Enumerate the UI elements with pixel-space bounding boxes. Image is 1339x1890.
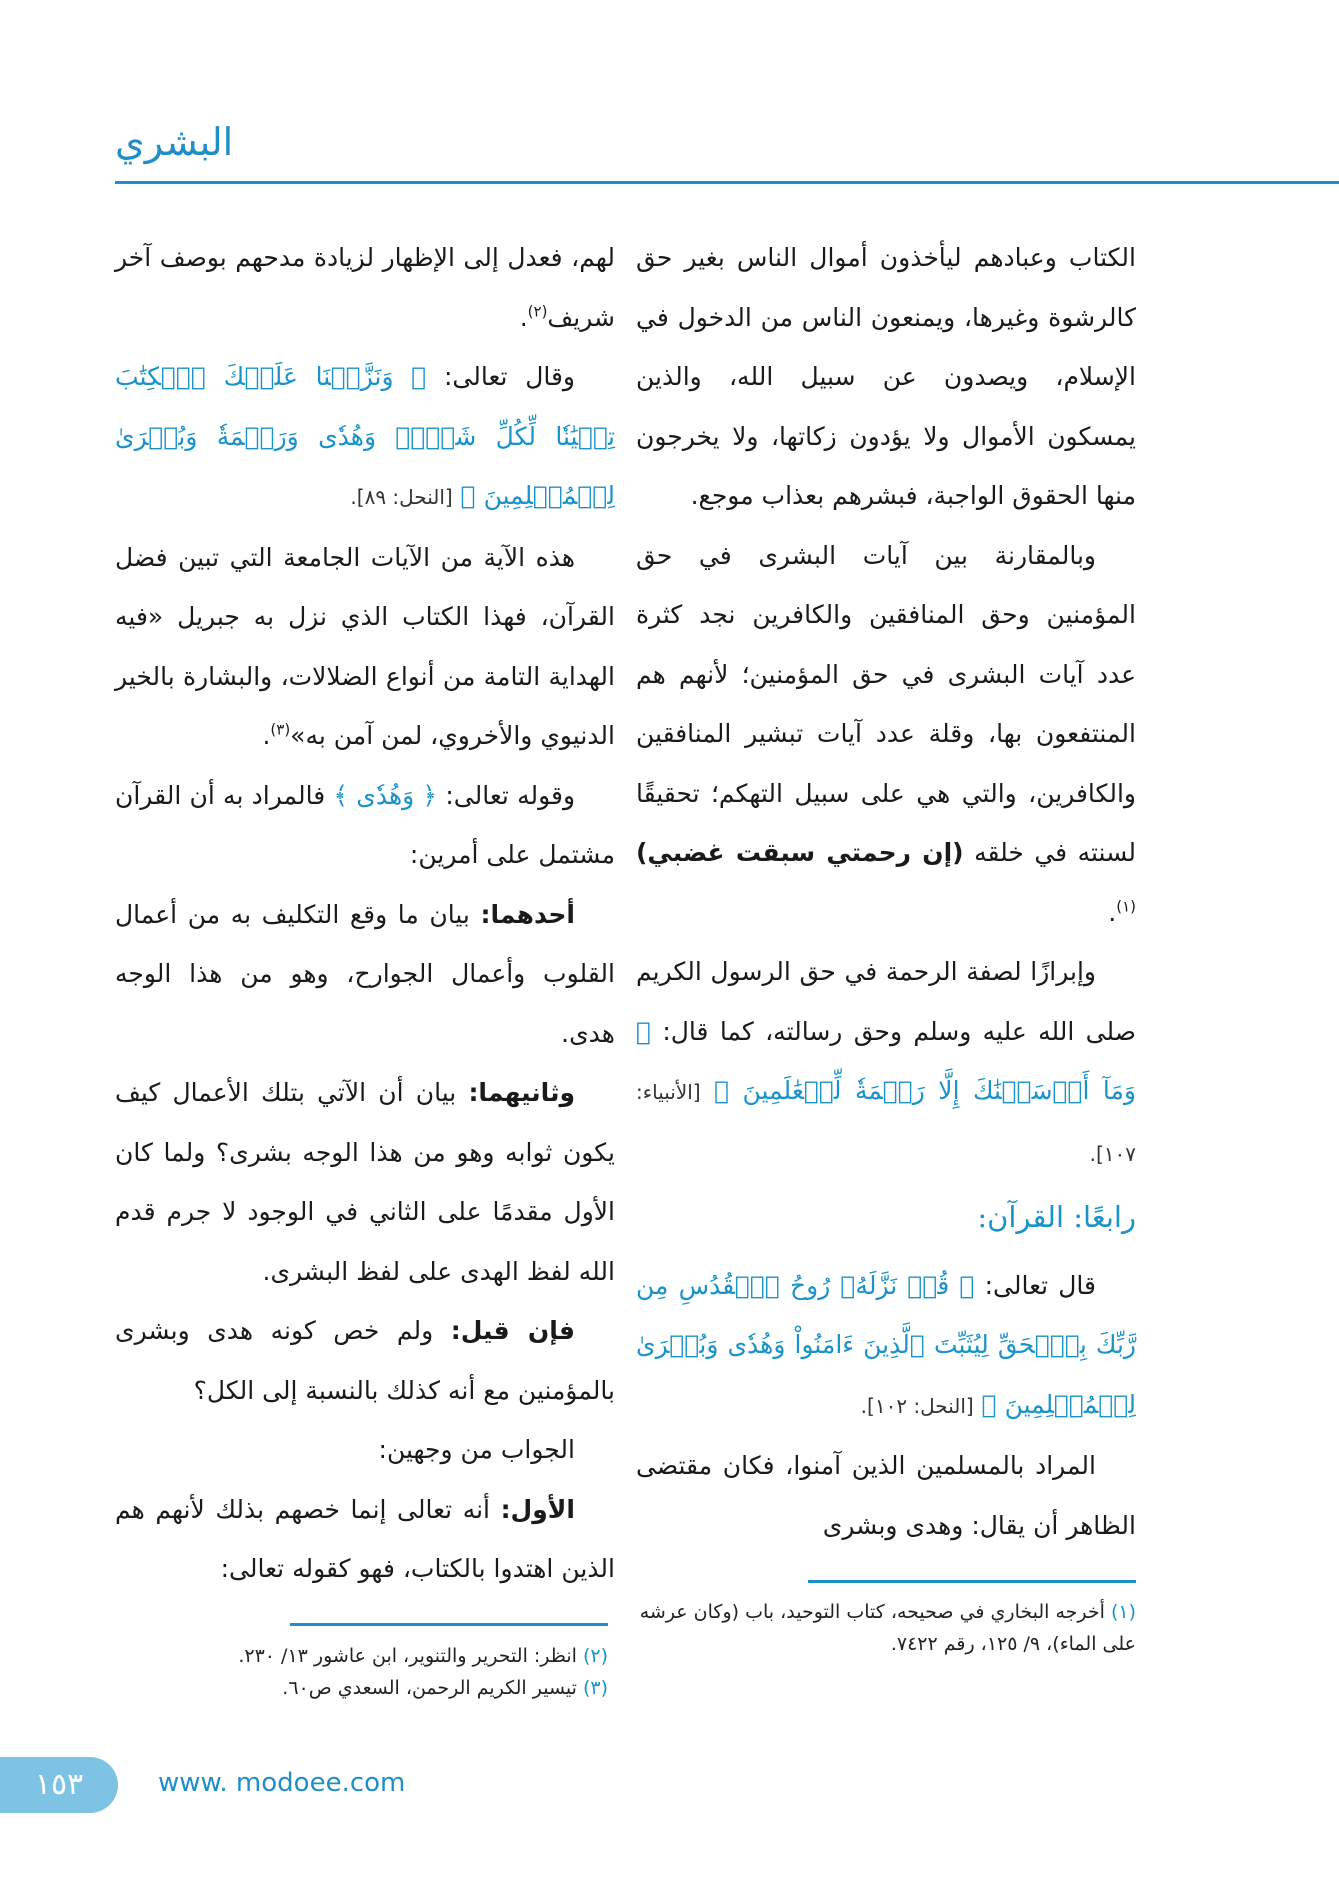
verse-reference: [النحل: ٨٩]. bbox=[350, 485, 453, 509]
website-link[interactable]: www. modoee.com bbox=[158, 1768, 406, 1798]
section-heading: رابعًا: القرآن: bbox=[977, 1200, 1136, 1234]
verse-reference: [الأنبياء: ١٠٧]. bbox=[636, 1080, 1136, 1166]
footnote-number: (٣) bbox=[582, 1677, 608, 1699]
paragraph-text: بيان ما وقع التكليف به من أعمال القلوب وأعمال الجوارح، وهو من هذا الوجه هدى. bbox=[115, 899, 615, 1048]
footnote-text: انظر: التحرير والتنوير، ابن عاشور ١٣/ ٢٣٠. bbox=[238, 1645, 577, 1667]
quran-verse: ﴿ وَهُدٗى ﴾ bbox=[333, 780, 438, 810]
left-column bbox=[115, 228, 615, 1599]
punctuation: . bbox=[519, 302, 528, 332]
footnote bbox=[115, 1640, 608, 1672]
paragraph bbox=[115, 1063, 615, 1301]
page-title: البشري bbox=[115, 120, 234, 164]
paragraph-text: وقال تعالى: bbox=[443, 362, 576, 391]
page-number-badge: ١٥٣ bbox=[0, 1757, 118, 1813]
paragraph: الجواب من وجهين: bbox=[378, 1435, 575, 1464]
paragraph-text: وقوله تعالى: bbox=[445, 780, 576, 810]
quran-verse: ﴿ قُلۡ نَزَّلَهُۥ رُوحُ ٱلۡقُدُسِ مِن رَّبِّكَ بِٱلۡحَقِّ لِيُثَبِّتَ ٱلَّذِينَ ءَامَنُواْ وَهُدٗى وَبُشۡرَىٰ لِلۡمُسۡلِمِينَ ﴾ bbox=[636, 1270, 1136, 1419]
footnote-ref[interactable]: (١) bbox=[1116, 897, 1136, 916]
footnote-ref[interactable]: (٣) bbox=[270, 720, 291, 739]
paragraph-text: أنه تعالى إنما خصهم بذلك لأنهم هم الذين اهتدوا بالكتاب، فهو كقوله تعالى: bbox=[115, 1494, 615, 1583]
paragraph-text: وإبرازًا لصفة الرحمة في حق الرسول الكريم صلى الله عليه وسلم وحق رسالته، كما قال: bbox=[636, 957, 1137, 1046]
paragraph bbox=[636, 526, 1136, 943]
paragraph: الكتاب وعبادهم ليأخذون أموال الناس بغير حق كالرشوة وغيرها، ويمنعون الناس من الدخول في الإسلام، ويصدون عن سبيل الله، والذين يمسكون الأموال ولا يؤدون زكاتها، ولا يخرجون منها الحقوق الواجبة، فبشرهم بعذاب موجع. bbox=[636, 243, 1136, 510]
paragraph-text: لهم، فعدل إلى الإظهار لزيادة مدحهم بوصف آخر شريف bbox=[115, 243, 615, 332]
paragraph-text: هذه الآية من الآيات الجامعة التي تبين فضل القرآن، فهذا الكتاب الذي نزل به جبريل «فيه الهداية التامة من أنواع الضلالات، والبشارة بالخير الدنيوي والأخروي، لمن آمن به» bbox=[115, 542, 615, 750]
header-divider bbox=[115, 181, 1339, 184]
paragraph bbox=[636, 1256, 1136, 1437]
paragraph: المراد بالمسلمين الذين آمنوا، فكان مقتضى الظاهر أن يقال: وهدى وبشرى bbox=[636, 1451, 1136, 1540]
footnotes-right bbox=[636, 1596, 1136, 1660]
footnote-text: أخرجه البخاري في صحيحه، كتاب التوحيد، باب (وكان عرشه على الماء)، ٩/ ١٢٥، رقم ٧٤٢٢. bbox=[639, 1601, 1136, 1655]
bold-lead: أحدهما: bbox=[480, 899, 575, 929]
paragraph bbox=[115, 1480, 615, 1599]
paragraph-text: قال تعالى: bbox=[984, 1270, 1096, 1300]
quran-verse: ﴿ وَنَزَّلۡنَا عَلَيۡكَ ٱلۡكِتَٰبَ تِبۡيَٰنٗا لِّكُلِّ شَيۡءٖ وَهُدٗى وَرَحۡمَةٗ وَبُشۡرَىٰ لِلۡمُسۡلِمِينَ ﴾ bbox=[115, 362, 615, 510]
footnote-divider bbox=[808, 1580, 1136, 1583]
punctuation: . bbox=[1108, 897, 1117, 927]
verse-reference: [النحل: ١٠٢]. bbox=[860, 1393, 974, 1418]
paragraph-text: ولم خص كونه هدى وبشرى بالمؤمنين مع أنه كذلك بالنسبة إلى الكل؟ bbox=[115, 1316, 615, 1405]
footnote-number: (١) bbox=[1110, 1601, 1136, 1623]
paragraph bbox=[115, 1301, 615, 1420]
footnote-ref[interactable]: (٢) bbox=[527, 302, 548, 321]
paragraph-text: بيان أن الآتي بتلك الأعمال كيف يكون ثوابه وهو من هذا الوجه بشرى؟ ولما كان الأول مقدمًا على الثاني في الوجود لا جرم قدم الله لفظ الهدى على لفظ البشرى. bbox=[115, 1078, 615, 1286]
paragraph bbox=[115, 347, 615, 528]
right-column bbox=[636, 228, 1136, 1555]
footnote bbox=[115, 1672, 608, 1704]
paragraph bbox=[115, 885, 615, 1064]
paragraph bbox=[115, 528, 615, 766]
bold-lead: الأول: bbox=[500, 1494, 575, 1524]
punctuation: . bbox=[262, 721, 271, 750]
paragraph-text: وبالمقارنة بين آيات البشرى في حق المؤمنين وحق المنافقين والكافرين نجد كثرة عدد آيات البشرى في حق المؤمنين؛ لأنهم هم المنتفعون بها، وقلة عدد آيات تبشير المنافقين والكافرين، والتي هي على سبيل التهكم؛ تحقيقًا لسنته في خلقه bbox=[636, 540, 1137, 867]
paragraph-text: فالمراد به أن القرآن مشتمل على أمرين: bbox=[115, 780, 615, 869]
footnote-number: (٢) bbox=[582, 1645, 608, 1667]
footnotes-left bbox=[115, 1640, 608, 1704]
bold-lead: وثانيهما: bbox=[468, 1078, 575, 1107]
footnote-divider bbox=[290, 1623, 608, 1626]
bold-lead: فإن قيل: bbox=[450, 1316, 575, 1345]
footnote bbox=[636, 1596, 1136, 1660]
paragraph bbox=[115, 766, 615, 885]
hadith-quote: (إن رحمتي سبقت غضبي) bbox=[636, 838, 964, 867]
paragraph bbox=[636, 942, 1136, 1184]
quran-verse: ﴿ وَمَآ أَرۡسَلۡنَٰكَ إِلَّا رَحۡمَةٗ لِّلۡعَٰلَمِينَ ﴾ bbox=[636, 1016, 1136, 1105]
footnote-text: تيسير الكريم الرحمن، السعدي ص٦٠. bbox=[282, 1677, 577, 1699]
paragraph bbox=[115, 228, 615, 347]
